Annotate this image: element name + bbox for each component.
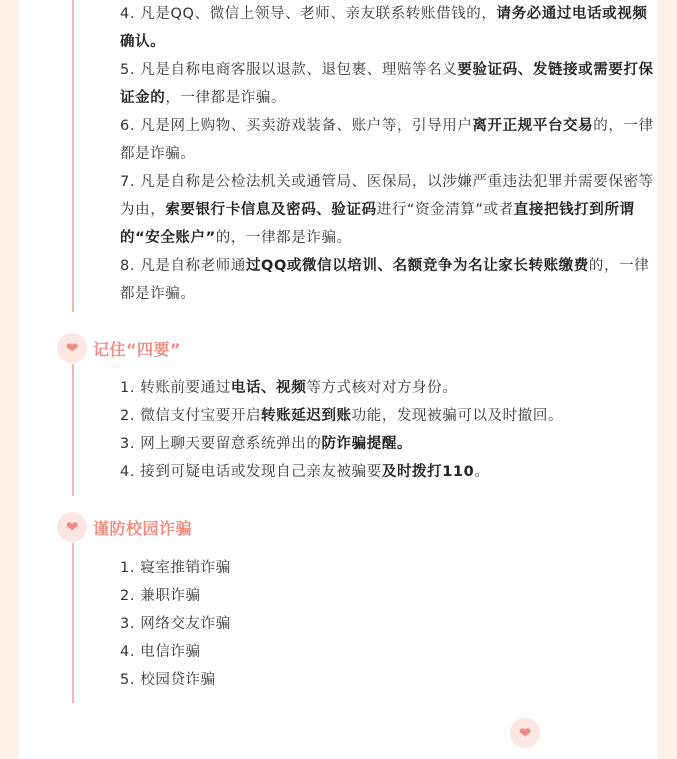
- rule-7-end: 的，一律都是诈骗。: [215, 230, 352, 246]
- rule-5-end: ，一律都是诈骗。: [165, 90, 287, 106]
- rule-6-text: 6. 凡是网上购物、买卖游戏装备、账户等，引导用户: [120, 118, 473, 134]
- rule-7: [120, 168, 660, 252]
- heart-icon: ❤: [57, 512, 87, 542]
- list-item: 5. 校园贷诈骗: [120, 672, 216, 688]
- rule-8-emphasis: 过QQ或微信以培训、名额竞争为名让家长转账缴费: [245, 258, 589, 274]
- rule-8-text: 8. 凡是自称老师通: [120, 258, 246, 274]
- list-item: 4. 接到可疑电话或发现自己亲友被骗要及时拨打110。: [120, 464, 490, 480]
- list-item: 2. 微信支付宝要开启转账延迟到账功能，发现被骗可以及时撤回。: [120, 408, 564, 424]
- rule-4: [120, 0, 660, 56]
- rule-8-end: 的，一律都是诈骗。: [120, 258, 650, 302]
- heart-icon: ❤: [57, 333, 87, 363]
- rule-5-text: 5. 凡是自称电商客服以退款、退包裹、理赔等名义: [120, 62, 458, 78]
- list-item: 1. 寝室推销诈骗: [120, 560, 231, 576]
- rule-7-text: 7. 凡是自称是公检法机关或通管局、医保局，以涉嫌严重违法犯罪并需要保密等为由，: [120, 174, 654, 218]
- rule-6-emphasis: 离开正规平台交易: [472, 118, 594, 134]
- section-title: 记住“四要”: [93, 339, 182, 359]
- list-item: 4. 电信诈骗: [120, 644, 201, 660]
- rule-6-end: 的，一律都是诈骗。: [120, 118, 654, 162]
- timeline-line-campus: [72, 543, 74, 703]
- section-title: 谨防校园诈骗: [93, 518, 193, 538]
- list-item: 1. 转账前要通过电话、视频等方式核对对方身份。: [120, 380, 458, 396]
- rule-4-end: 。: [150, 34, 166, 50]
- rule-7-emphasis-1: 索要银行卡信息及密码、验证码: [165, 202, 377, 218]
- rule-6: [120, 112, 660, 168]
- rule-7-emphasis-2: 直接把钱打到所谓的“安全账户”: [120, 202, 635, 246]
- campus-fraud-list: [120, 554, 231, 694]
- list-item: 2. 兼职诈骗: [120, 588, 201, 604]
- list-item: 3. 网上聊天要留意系统弹出的防诈骗提醒。: [120, 436, 413, 452]
- rule-5-emphasis: 要验证码、发链接或需要打保证金的: [120, 62, 654, 106]
- rule-4-text: 4. 凡是QQ、微信上领导、老师、亲友联系转账借钱的，: [120, 6, 497, 22]
- heart-icon: ❤: [510, 718, 540, 748]
- rule-5: [120, 56, 660, 112]
- rule-7-middle: 进行“资金清算”或者: [376, 202, 514, 218]
- timeline-line-top: [72, 0, 74, 312]
- section-heading-four-musts: [57, 333, 181, 363]
- rule-4-emphasis: 请务必通过电话或视频确认: [120, 6, 648, 50]
- section-heading-campus-fraud: [57, 512, 192, 542]
- list-item: 3. 网络交友诈骗: [120, 616, 231, 632]
- four-musts-list: [120, 374, 563, 486]
- timeline-line-four-musts: [72, 364, 74, 496]
- rule-8: [120, 252, 660, 308]
- article-card: [19, 0, 657, 759]
